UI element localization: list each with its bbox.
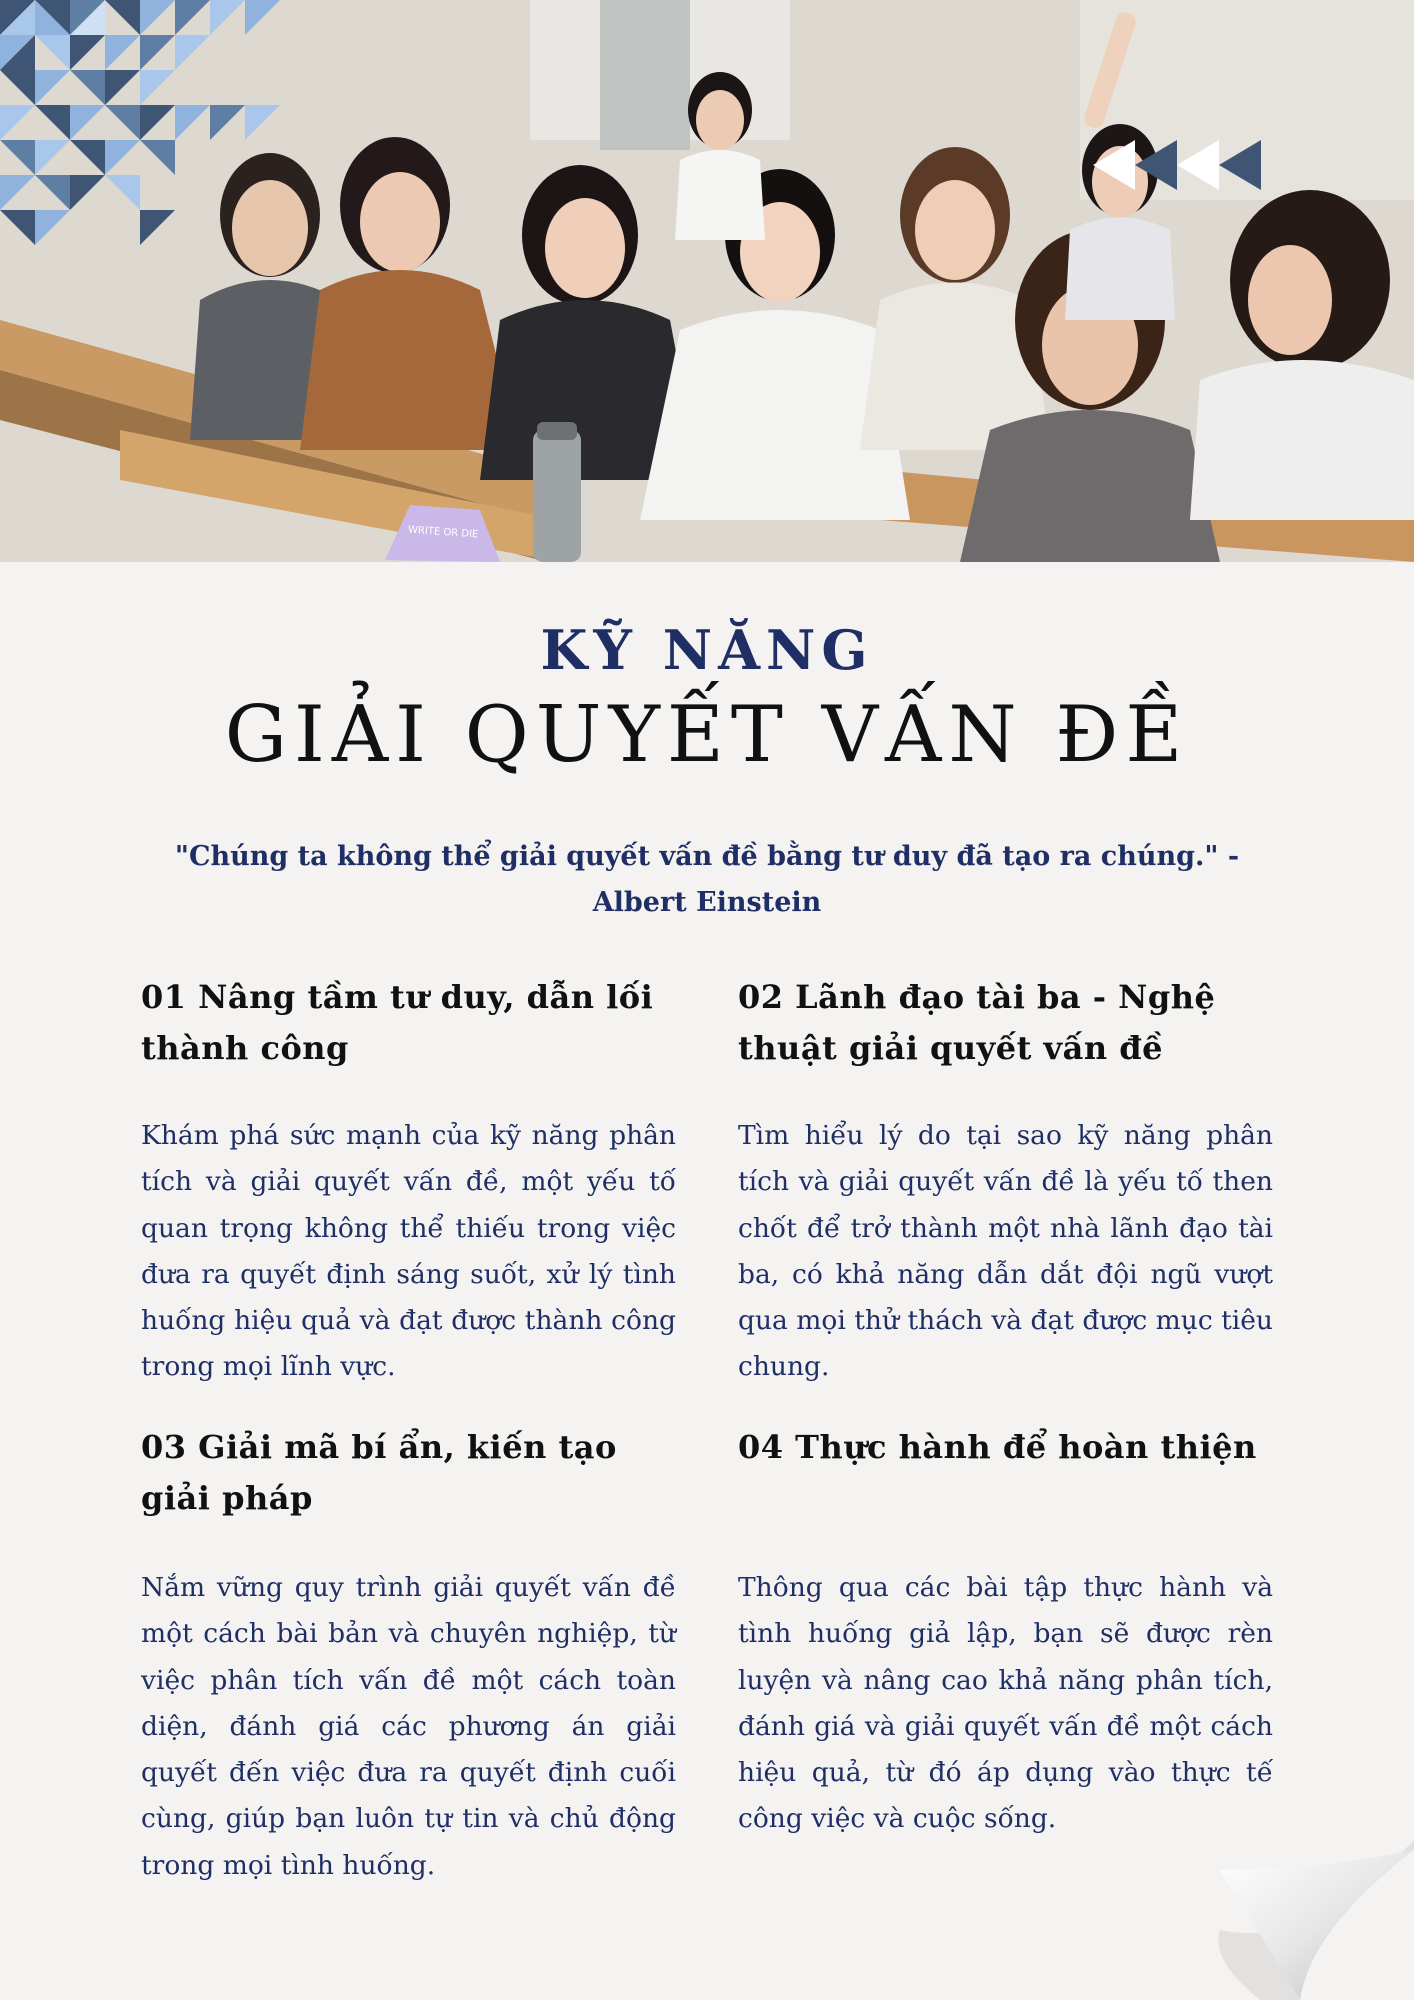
section-04	[738, 1422, 1273, 1835]
section-heading: 04 Thực hành để hoàn thiện	[738, 1428, 1257, 1466]
section-01	[141, 972, 676, 1383]
tent-card-text: WRITE OR DIE	[407, 524, 479, 541]
section-body: Tìm hiểu lý do tại sao kỹ năng phân tích và giải quyết vấn đề là yếu tố then chốt để trở thành một nhà lãnh đạo tài ba, có khả năng dẫn dắt đội ngũ vượt qua mọi thử thách và đạt được mục tiêu chung.	[738, 1120, 1273, 1383]
quote: "Chúng ta không thể giải quyết vấn đề bằng tư duy đã tạo ra chúng." - Albert Einstein	[174, 841, 1240, 918]
section-02	[738, 972, 1273, 1383]
triangle-pattern-decoration	[0, 0, 280, 270]
section-body: Nắm vững quy trình giải quyết vấn đề một cách bài bản và chuyên nghiệp, từ việc phân tích vấn đề một cách toàn diện, đánh giá các phương án giải quyết đến việc đưa ra quyết định cuối cùng, giúp bạn luôn tự tin và chủ động trong mọi tình huống.	[141, 1572, 676, 1881]
page-title: GIẢI QUYẾT VẤN ĐỀ	[224, 690, 1190, 780]
section-heading: 03 Giải mã bí ẩn, kiến tạo giải pháp	[141, 1428, 617, 1517]
page-curl-decoration	[1200, 1840, 1414, 2000]
section-03	[141, 1422, 676, 1881]
section-body: Khám phá sức mạnh của kỹ năng phân tích và giải quyết vấn đề, một yếu tố quan trọng không thể thiếu trong việc đưa ra quyết định sáng suốt, xử lý tình huống hiệu quả và đạt được thành công trong mọi lĩnh vực.	[141, 1120, 676, 1383]
section-heading: 01 Nâng tầm tư duy, dẫn lối thành công	[141, 978, 654, 1067]
section-body: Thông qua các bài tập thực hành và tình huống giả lập, bạn sẽ được rèn luyện và nâng cao khả năng phân tích, đánh giá và giải quyết vấn đề một cách hiệu quả, từ đó áp dụng vào thực tế công việc và cuộc sống.	[738, 1572, 1273, 1835]
hero-photo	[0, 0, 1414, 562]
chevron-arrows-decoration	[1093, 140, 1268, 190]
title-top: KỸ NĂNG	[540, 618, 874, 682]
section-heading: 02 Lãnh đạo tài ba - Nghệ thuật giải quyết vấn đề	[738, 978, 1216, 1067]
